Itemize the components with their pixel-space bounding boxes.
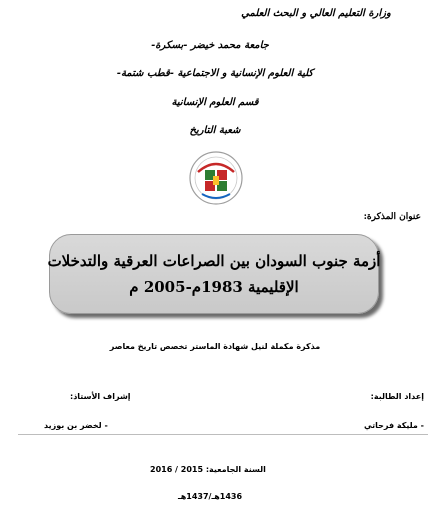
prepared-by-label: إعداد الطالبة:	[370, 392, 424, 401]
thesis-title-line-2: الإقليمية 1983م-2005 م	[129, 278, 299, 296]
hijri-year: 1436هـ/1437هـ	[178, 492, 243, 501]
university-logo	[188, 150, 244, 206]
department-line: قسم العلوم الإنسانية	[171, 97, 259, 108]
memo-title-label: عنوان المذكرة:	[363, 212, 421, 222]
university-line: جامعة محمد خيضر -بسكرة-	[151, 40, 269, 51]
divider	[18, 434, 428, 435]
thesis-title-line-1: أزمة جنوب السودان بين الصراعات العرقية والتدخلات	[47, 252, 381, 270]
academic-year: السنة الجامعية: 2015 / 2016	[150, 465, 266, 474]
thesis-subtitle: مذكرة مكملة لنيل شهادة الماستر تخصص تاريخ معاصر	[109, 342, 321, 351]
thesis-title-box	[49, 234, 379, 314]
supervisor-label: إشراف الأستاذ:	[70, 392, 131, 401]
ministry-line: وزارة التعليم العالي و البحث العلمي	[241, 8, 391, 19]
student-name: - مليكة فرحاتي	[364, 421, 424, 430]
supervisor-name: - لخضر بن بوزيد	[44, 421, 108, 430]
branch-line: شعبة التاريخ	[189, 125, 241, 136]
faculty-line: كلية العلوم الإنسانية و الاجتماعية -قطب شتمة-	[116, 68, 314, 79]
